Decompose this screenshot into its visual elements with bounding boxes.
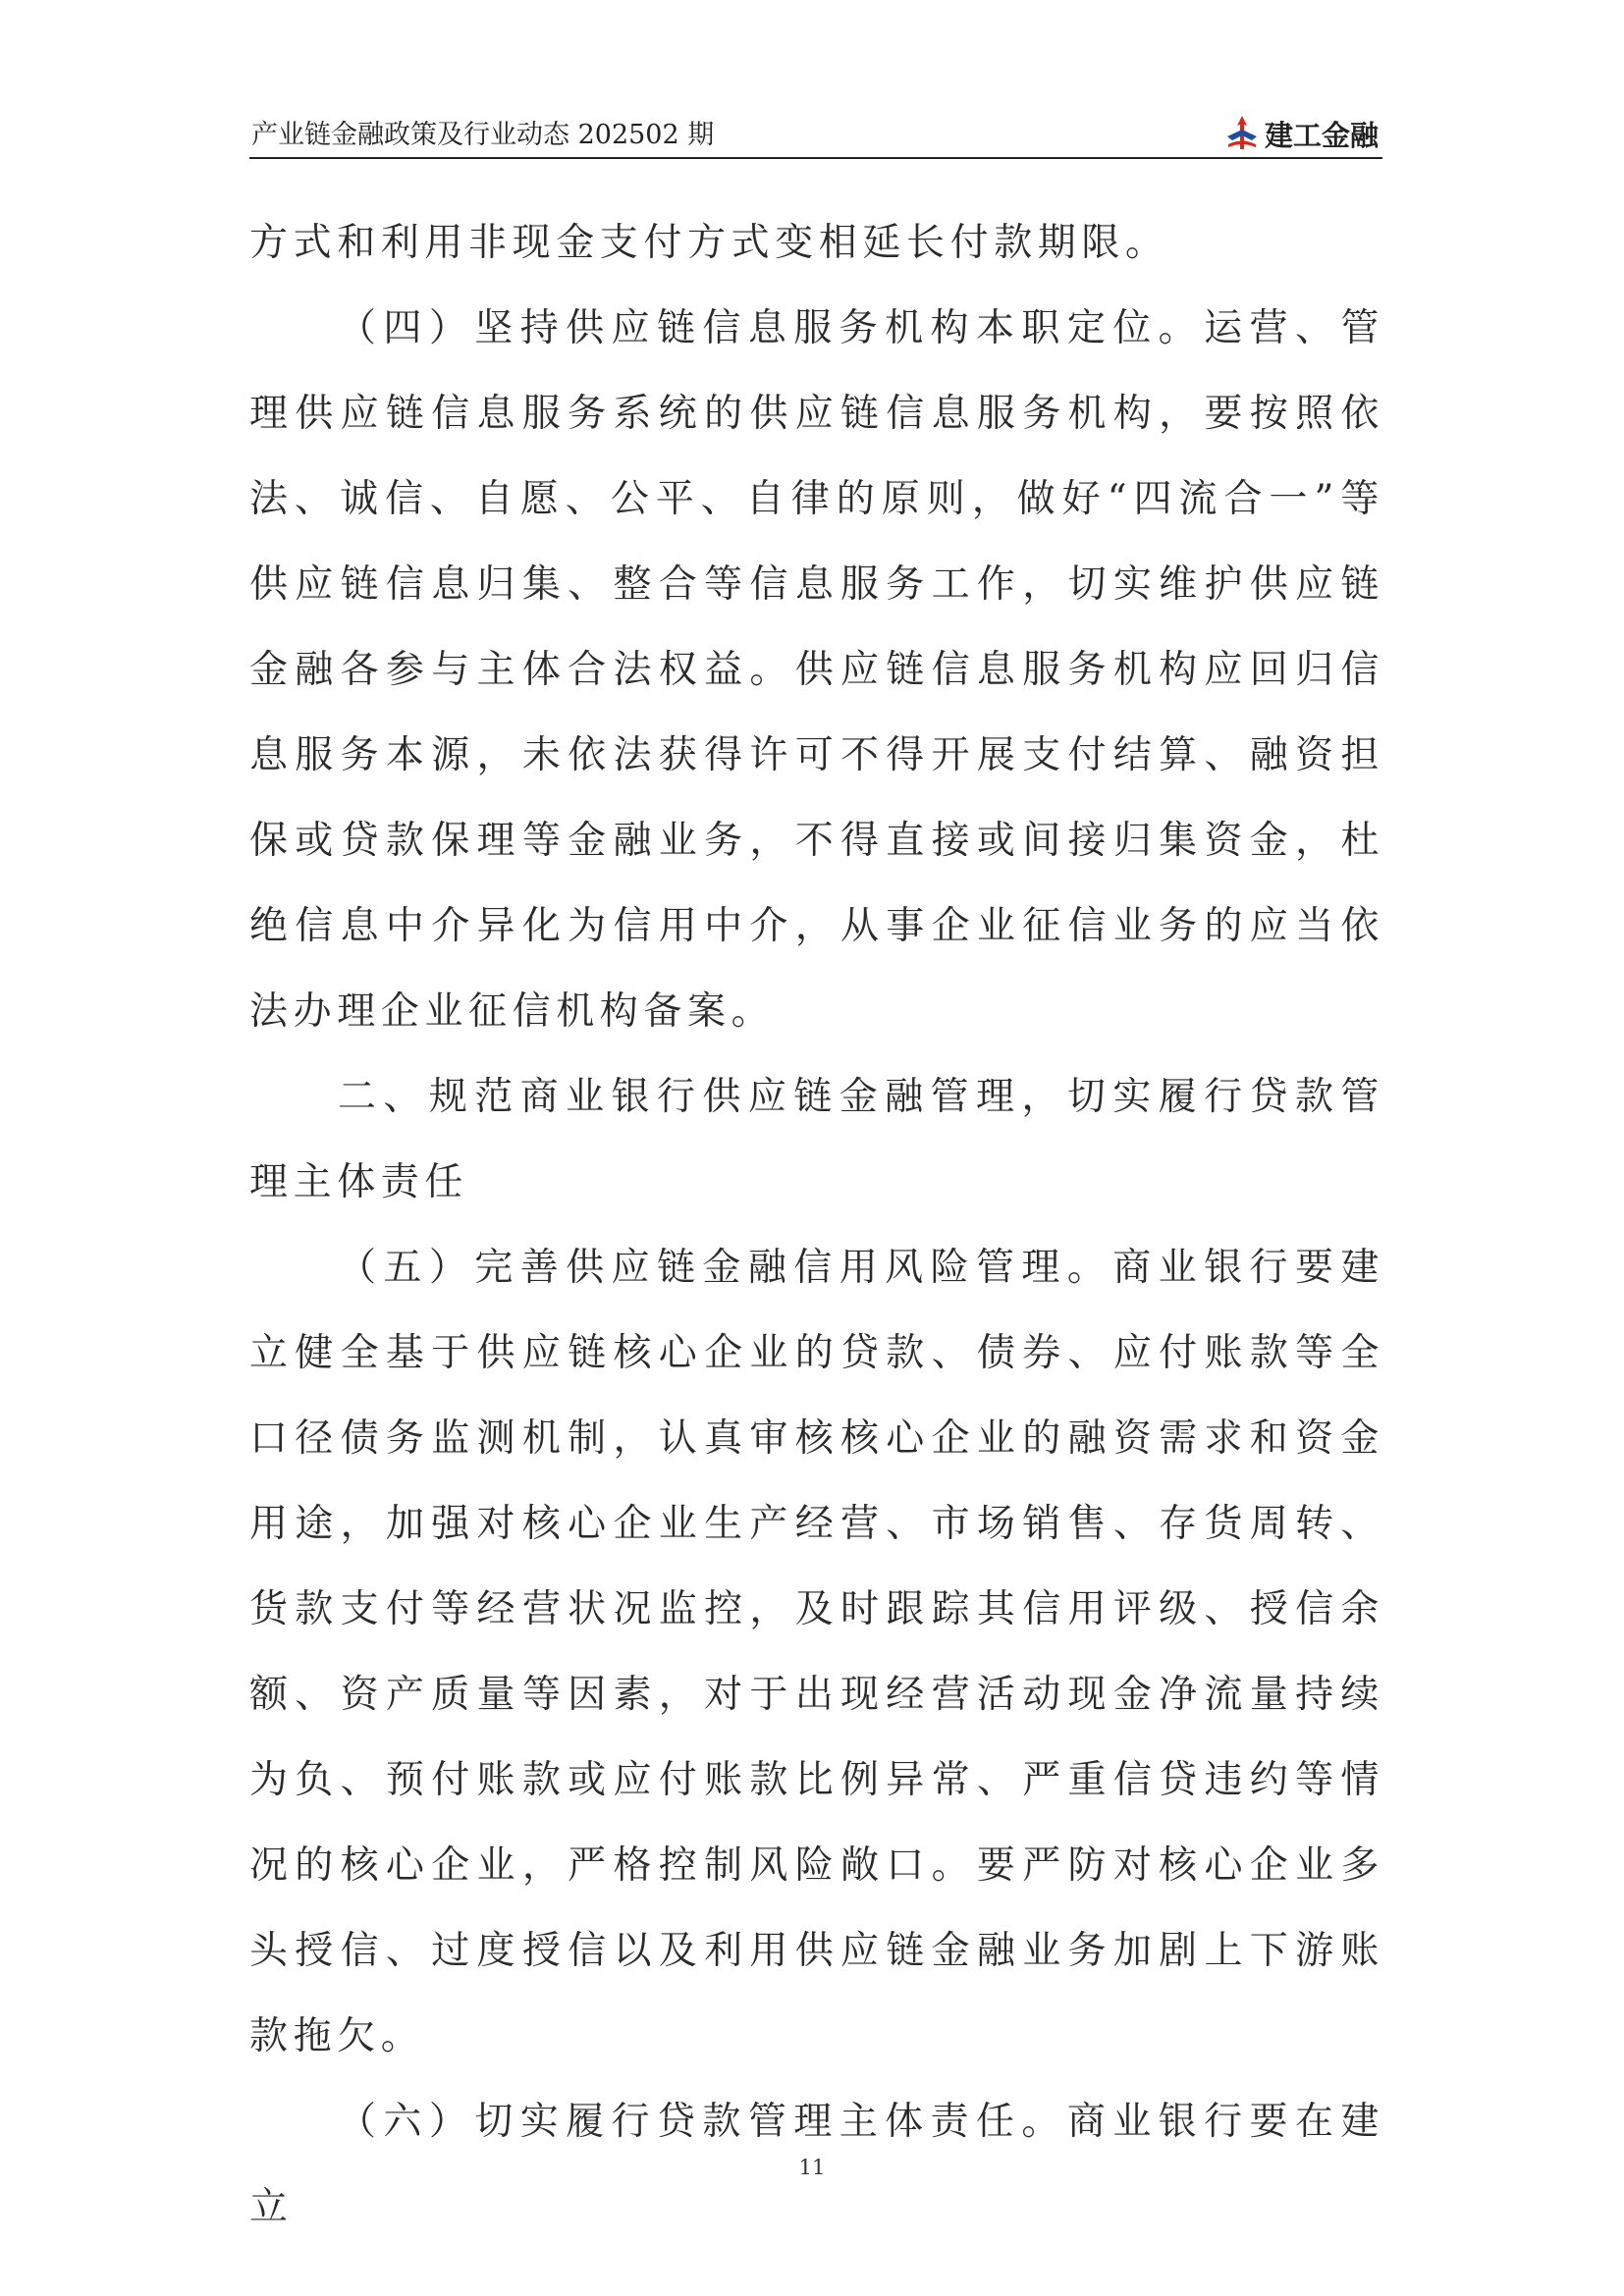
paragraph-continuation: 方式和利用非现金支付方式变相延长付款期限。 — [249, 221, 1169, 265]
body-text — [249, 200, 1384, 2250]
paragraph-section-4: （四）坚持供应链信息服务机构本职定位。运营、管理供应链信息服务系统的供应链信息服务机构，要按照依法、诚信、自愿、公平、自律的原则，做好“四流合一”等供应链信息归集、整合等信息服务工作，切实维护供应链金融各参与主体合法权益。供应链信息服务机构应回归信息服务本源，未依法获得许可不得开展支付结算、融资担保或贷款保理等金融业务，不得直接或间接归集资金，杜绝信息中介异化为信用中介，从事企业征信业务的应当依法办理企业征信机构备案。 — [249, 306, 1384, 1034]
brand — [1225, 114, 1379, 153]
company-logo-icon — [1225, 115, 1259, 152]
paragraph-section-5: （五）完善供应链金融信用风险管理。商业银行要建立健全基于供应链核心企业的贷款、债券、应付账款等全口径债务监测机制，认真审核核心企业的融资需求和资金用途，加强对核心企业生产经营、市场销售、存货周转、货款支付等经营状况监控，及时跟踪其信用评级、授信余额、资产质量等因素，对于出现经营活动现金净流量持续为负、预付账款或应付账款比例异常、严重信贷违约等情况的核心企业，严格控制风险敞口。要严防对核心企业多头授信、过度授信以及利用供应链金融业务加剧上下游账款拖欠。 — [249, 1246, 1384, 2058]
brand-name: 建工金融 — [1264, 118, 1379, 152]
page-header — [249, 110, 1382, 159]
header-title: 产业链金融政策及行业动态 202502 期 — [251, 120, 715, 150]
paragraph-section-6: （六）切实履行贷款管理主体责任。商业银行要在建立 — [249, 2100, 1384, 2229]
section-heading-2: 二、规范商业银行供应链金融管理，切实履行贷款管理主体责任 — [249, 1075, 1384, 1204]
page-number: 11 — [798, 2156, 826, 2179]
